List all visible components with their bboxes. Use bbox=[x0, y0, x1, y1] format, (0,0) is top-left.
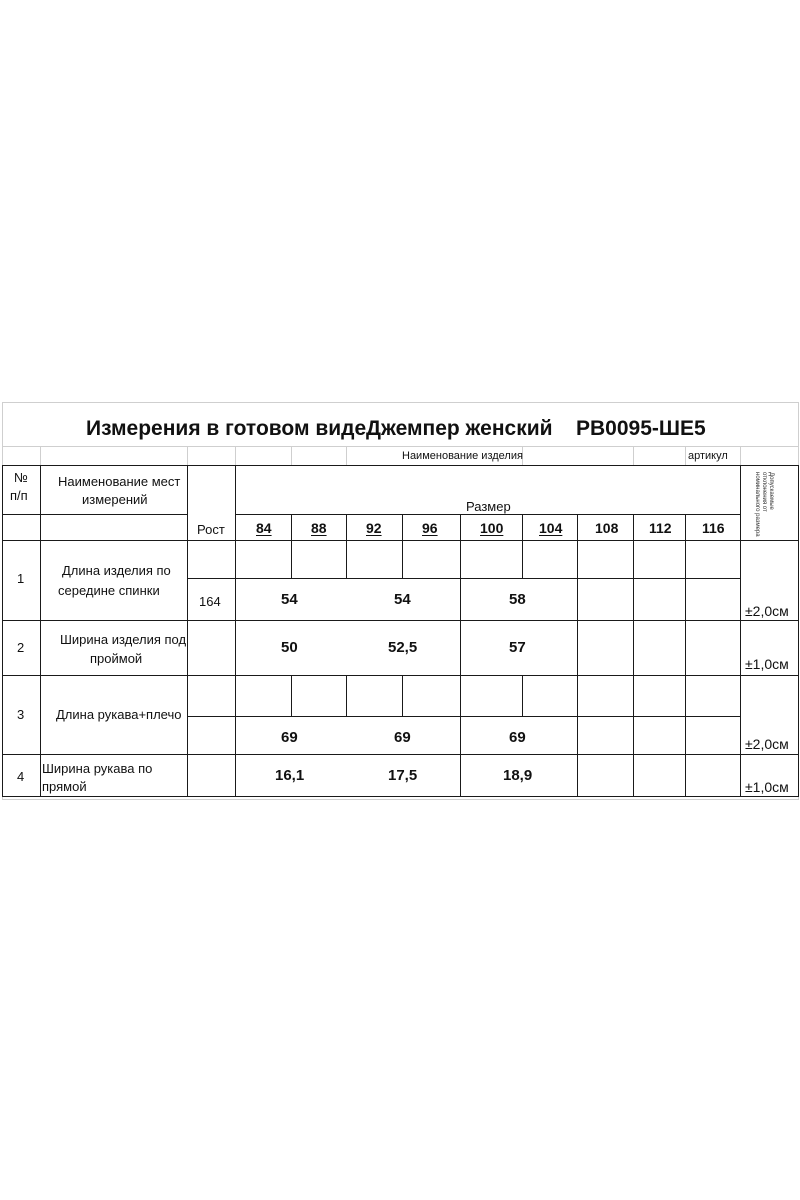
row-2-name-line2: проймой bbox=[90, 651, 143, 666]
row-1-name: Длина изделия по bbox=[62, 563, 171, 578]
height-label: Рост bbox=[197, 522, 225, 537]
size-112: 112 bbox=[649, 520, 672, 536]
product-name-label: Наименование изделия bbox=[402, 450, 523, 462]
column-line bbox=[235, 465, 236, 796]
row-2-value-92-96: 52,5 bbox=[388, 639, 418, 656]
row-1-value-92-96: 54 bbox=[394, 591, 411, 608]
table-border-right bbox=[798, 465, 799, 796]
column-line bbox=[346, 675, 347, 716]
column-line bbox=[740, 465, 741, 796]
row-1-name-line2: середине спинки bbox=[58, 583, 160, 598]
column-line bbox=[633, 514, 634, 796]
column-line bbox=[291, 540, 292, 578]
row-sub-separator bbox=[187, 716, 740, 717]
column-line bbox=[346, 514, 347, 540]
size-100: 100 bbox=[480, 520, 504, 536]
size-88: 88 bbox=[311, 520, 327, 536]
row-2-name: Ширина изделия под bbox=[60, 632, 187, 647]
column-line bbox=[291, 514, 292, 540]
row-2-num: 2 bbox=[17, 640, 25, 655]
product-title: Джемпер женский bbox=[366, 417, 553, 440]
row-1-tolerance: ±2,0см bbox=[745, 603, 789, 619]
grid-line bbox=[633, 446, 634, 466]
grid-line bbox=[346, 446, 347, 466]
row-1-value-84-88: 54 bbox=[281, 591, 298, 608]
header-line bbox=[2, 514, 187, 515]
size-116: 116 bbox=[702, 520, 725, 536]
row-3-num: 3 bbox=[17, 707, 25, 722]
row-3-value-100-104: 69 bbox=[509, 729, 526, 746]
measurements-title: Измерения в готовом виде bbox=[86, 417, 367, 440]
column-line bbox=[402, 540, 403, 578]
column-line bbox=[291, 675, 292, 716]
size-108: 108 bbox=[595, 520, 619, 536]
size-104: 104 bbox=[539, 520, 563, 536]
size-label: Размер bbox=[466, 499, 511, 514]
column-line bbox=[40, 465, 41, 796]
grid-line bbox=[291, 446, 292, 466]
column-line bbox=[402, 514, 403, 540]
column-line bbox=[685, 514, 686, 796]
size-96: 96 bbox=[422, 520, 438, 536]
table-border-top bbox=[2, 465, 799, 466]
row-4-tolerance: ±1,0см bbox=[745, 779, 789, 795]
row-2-tolerance: ±1,0см bbox=[745, 656, 789, 672]
grid-line bbox=[2, 799, 799, 800]
grid-line bbox=[235, 446, 236, 466]
tolerance-label: Допускаемые отклонения от номинального размера bbox=[754, 472, 774, 537]
row-3-tolerance: ±2,0см bbox=[745, 736, 789, 752]
name-label: Наименование мест bbox=[58, 474, 181, 489]
name-label-sub: измерений bbox=[82, 492, 148, 507]
row-3-value-92-96: 69 bbox=[394, 729, 411, 746]
row-1-value-100-104: 58 bbox=[509, 591, 526, 608]
grid-line bbox=[685, 446, 686, 466]
row-1-num: 1 bbox=[17, 571, 25, 586]
row-3-value-84-88: 69 bbox=[281, 729, 298, 746]
article-code: PB0095-ШЕ5 bbox=[576, 417, 706, 440]
column-line bbox=[577, 514, 578, 796]
column-line bbox=[522, 675, 523, 716]
size-84: 84 bbox=[256, 520, 272, 536]
row-4-name: Ширина рукава по bbox=[42, 761, 153, 776]
column-line bbox=[402, 675, 403, 716]
row-2-value-100-104: 57 bbox=[509, 639, 526, 656]
row-4-value-84-88: 16,1 bbox=[275, 767, 305, 784]
header-line bbox=[235, 514, 740, 515]
row-4-value-100-104: 18,9 bbox=[503, 767, 533, 784]
num-label-sub: п/п bbox=[10, 488, 28, 503]
column-line bbox=[187, 465, 188, 796]
table-border-bottom bbox=[2, 796, 799, 797]
grid-line bbox=[2, 446, 799, 447]
article-label: артикул bbox=[688, 450, 728, 462]
header-line bbox=[2, 540, 799, 541]
grid-line bbox=[740, 446, 741, 466]
column-line bbox=[460, 514, 461, 796]
grid-line bbox=[2, 402, 799, 403]
size-92: 92 bbox=[366, 520, 382, 536]
row-1-height: 164 bbox=[199, 594, 221, 609]
row-separator bbox=[2, 675, 799, 676]
row-3-name: Длина рукава+плечо bbox=[56, 707, 182, 722]
row-2-value-84-88: 50 bbox=[281, 639, 298, 656]
row-separator bbox=[2, 620, 799, 621]
row-4-num: 4 bbox=[17, 769, 25, 784]
column-line bbox=[522, 540, 523, 578]
row-separator bbox=[2, 754, 799, 755]
grid-line bbox=[187, 446, 188, 466]
column-line bbox=[346, 540, 347, 578]
row-4-name-line2: прямой bbox=[42, 779, 87, 794]
row-sub-separator bbox=[187, 578, 740, 579]
grid-line bbox=[40, 446, 41, 466]
num-label: № bbox=[14, 470, 28, 485]
column-line bbox=[522, 514, 523, 540]
row-4-value-92-96: 17,5 bbox=[388, 767, 418, 784]
